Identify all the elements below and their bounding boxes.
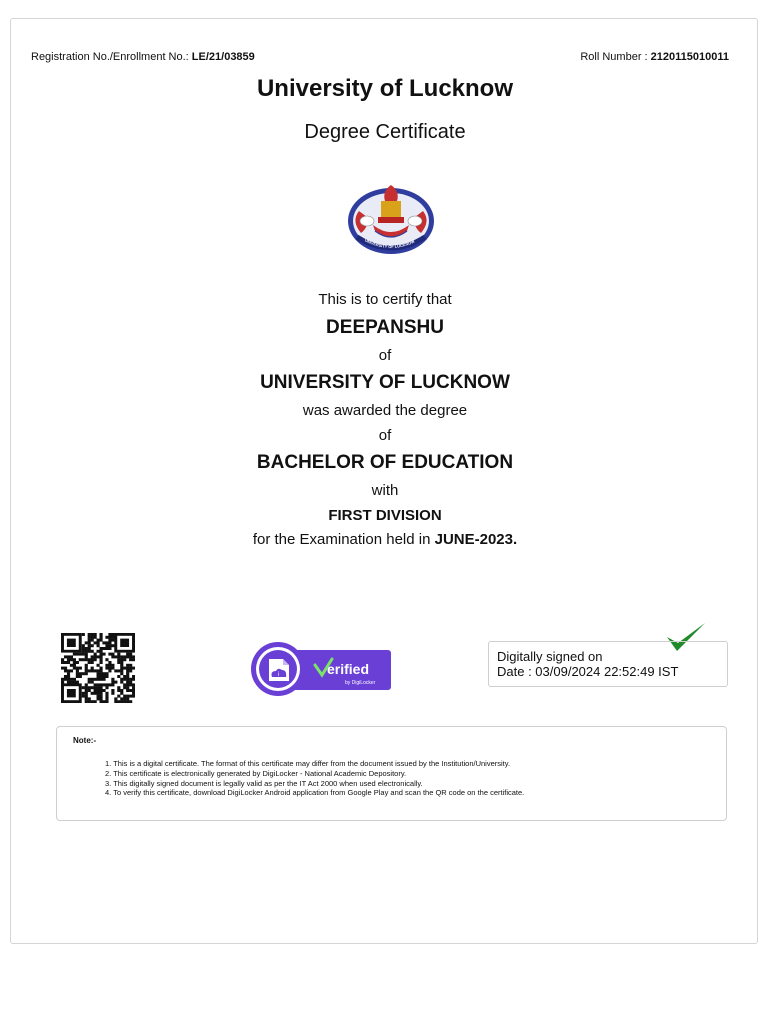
certify-text: This is to certify that: [318, 291, 452, 308]
note-item: 1. This is a digital certificate. The format of this certificate may differ from the document issued by the Institution/University.: [105, 759, 524, 769]
awarded-text: was awarded the degree: [302, 402, 468, 419]
institution-name: UNIVERSITY OF LUCKNOW: [260, 372, 510, 393]
roll-number: [580, 51, 729, 63]
division-text: FIRST DIVISION: [328, 507, 442, 524]
university-seal-icon: [345, 181, 437, 257]
digital-signature-box: [488, 641, 728, 687]
svg-text:i: i: [277, 672, 280, 678]
seal-motto-text: UNIVERSITY OF LUCKNOW: [363, 237, 416, 250]
examination-text: for the Examination held in: [252, 531, 431, 548]
note-item: 2. This certificate is electronically generated by DigiLocker - National Academic Depository.: [105, 769, 524, 779]
registration-label: Registration No./Enrollment No.:: [31, 51, 189, 63]
examination-date: JUNE-2023.: [434, 531, 518, 548]
examination-line: [11, 531, 759, 548]
recipient-name: DEEPANSHU: [326, 317, 444, 338]
roll-label: Roll Number :: [580, 51, 648, 63]
note-list: [105, 759, 524, 798]
note-item: 4. To verify this certificate, download DigiLocker Android application from Google Play and scan the QR code on the certificate.: [105, 788, 524, 798]
degree-name: BACHELOR OF EDUCATION: [256, 452, 514, 473]
note-label: Note:-: [73, 736, 97, 745]
university-title: University of Lucknow: [256, 75, 514, 102]
of-text-1: of: [378, 347, 392, 364]
with-text: with: [371, 482, 399, 499]
roll-value: 2120115010011: [650, 51, 729, 63]
of-text-2: of: [378, 427, 392, 444]
note-item: 3. This digitally signed document is legally valid as per the IT Act 2000 when used electronically.: [105, 779, 524, 789]
verified-subtext: by DigiLocker: [345, 680, 376, 686]
digilocker-verified-badge: [249, 641, 393, 697]
signature-line-1: Digitally signed on: [497, 649, 603, 664]
verified-text: erified: [327, 661, 370, 677]
note-box: [56, 726, 727, 821]
registration-value: LE/21/03859: [191, 51, 255, 63]
certificate-page: [10, 18, 758, 944]
document-title: Degree Certificate: [304, 121, 466, 143]
registration-number: [31, 51, 255, 63]
qr-code-icon: [61, 633, 135, 703]
signature-date: Date : 03/09/2024 22:52:49 IST: [497, 664, 679, 679]
